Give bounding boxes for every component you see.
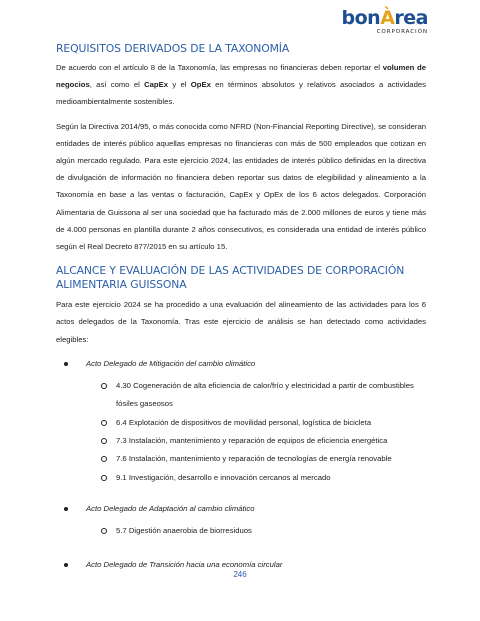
paragraph-taxonomy-intro: De acuerdo con el artículo 8 de la Taxonomía, las empresas no financieras deben reportar el volumen de negocios, así como el CapEx y el OpEx en términos absolutos y relativos asociados a actividades medioambientalmente sostenibles. — [56, 63, 426, 107]
circle-bullet-icon — [101, 528, 107, 534]
list-item: 4.30 Cogeneración de alta eficiencia de calor/frío y electricidad a partir de combustibles fósiles gaseosos — [86, 377, 426, 414]
circle-bullet-icon — [101, 438, 107, 444]
paragraph-nfrd: Según la Directiva 2014/95, o más conocida como NFRD (Non-Financial Reporting Directive), se consideran entidades de interés público aquellas empresas no financieras con más de 500 empleados que cotizan en algún mercado regulado. Para este ejercicio 2024, las entidades de interés público definidas en la directiva de divulgación de información no financiera deben reportar sus datos de elegibilidad y alineamiento a la Taxonomía en base a las ventas o facturación, CapEx y OpEx de los 6 actos delegados. Corporación Alimentaria de Guissona al ser una sociedad que ha facturado más de 2.000 millones de euros y tiene más de 4.000 personas en plantilla durante 2 años consecutivos, es considerada una entidad de interés público según el Real Decreto 877/2015 en su artículo 15. — [56, 121, 426, 252]
circle-bullet-icon — [101, 475, 107, 481]
circle-bullet-icon — [101, 456, 107, 462]
circle-bullet-icon — [101, 420, 107, 426]
section-heading-alcance: ALCANCE Y EVALUACIÓN DE LAS ACTIVIDADES DE CORPORACIÓN ALIMENTARIA GUISSONA — [56, 264, 405, 292]
bullet-icon — [64, 507, 68, 511]
company-logo — [342, 8, 428, 36]
page-number: 246 — [233, 570, 247, 579]
logo-subtitle: CORPORACIÓN — [376, 29, 428, 35]
section-heading-requisitos: REQUISITOS DERIVADOS DE LA TAXONOMÍA — [56, 42, 290, 55]
list-item: Acto Delegado de Mitigación del cambio climático 4.30 Cogeneración de alta eficiencia de calor/frío y electricidad a partir de combustibles fósiles gaseosos 6.4 Explotación de dispositivos de movilidad personal, logística de bicicleta 7.3 Instalación, mantenimiento y reparación de equipos de eficiencia energética 7.6 Instalación, mantenimiento y reparación de tecnologías de energía renovable 9.1 Investigación, desarrollo e innovación cercanos al mercado — [56, 356, 426, 487]
list-item: 6.4 Explotación de dispositivos de movilidad personal, logística de bicicleta — [86, 414, 426, 432]
activity-sublist — [86, 522, 426, 540]
bold-volumen: volumen de negocios — [56, 63, 426, 90]
list-item: Acto Delegado de Adaptación al cambio climático 5.7 Digestión anaerobia de biorresiduos — [56, 501, 426, 540]
paragraph-evaluacion: Para este ejercicio 2024 se ha procedido a una evaluación del alineamiento de las actividades para los 6 actos delegados de la Taxonomía. Tras este ejercicio de análisis se han detectado como actividades elegibles: — [56, 300, 426, 344]
list-item: 7.3 Instalación, mantenimiento y reparación de equipos de eficiencia energética — [86, 432, 426, 450]
bold-capex: CapEx — [144, 80, 169, 90]
circle-bullet-icon — [101, 383, 107, 389]
logo-wordmark: bonÀrea — [341, 7, 428, 29]
delegated-acts-list — [56, 356, 426, 572]
list-item: Acto Delegado de Transición hacia una economía circular — [56, 557, 426, 572]
list-item: 9.1 Investigación, desarrollo e innovación cercanos al mercado — [86, 469, 426, 487]
bullet-icon — [64, 362, 68, 366]
list-item: 7.6 Instalación, mantenimiento y reparación de tecnologías de energía renovable — [86, 450, 426, 468]
bold-opex: OpEx — [190, 80, 211, 90]
bullet-icon — [64, 563, 68, 567]
list-item: 5.7 Digestión anaerobia de biorresiduos — [86, 522, 426, 540]
activity-sublist — [86, 377, 426, 487]
page-content — [56, 38, 426, 572]
